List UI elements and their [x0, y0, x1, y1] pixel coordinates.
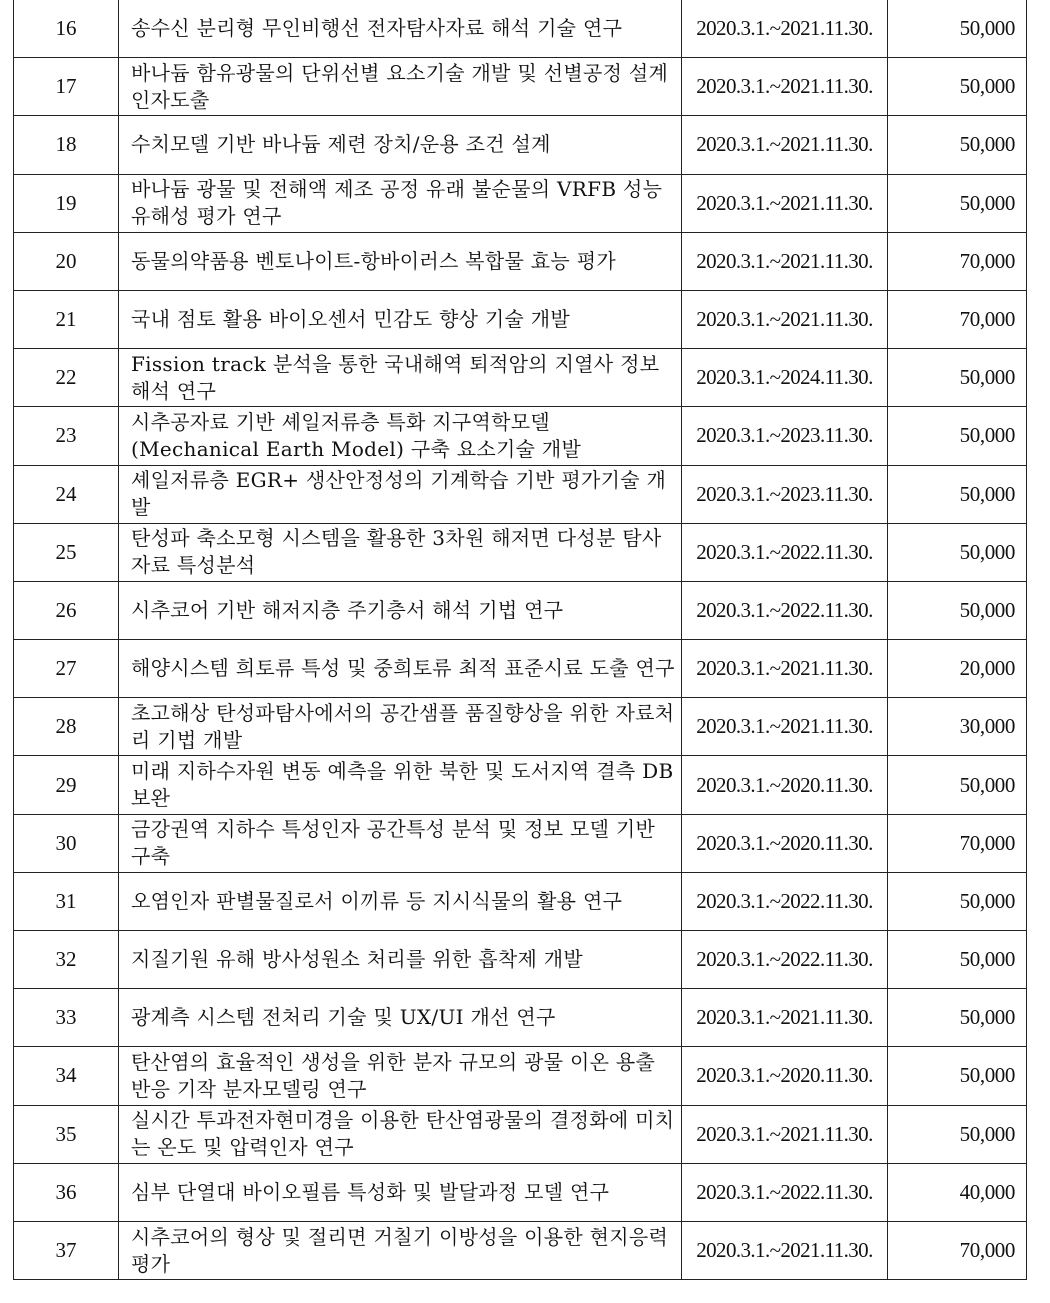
project-amount: 50,000 — [888, 407, 1027, 465]
table-row — [14, 349, 1027, 407]
project-title: 탄산염의 효율적인 생성을 위한 분자 규모의 광물 이온 용출 반응 기작 분자모델링 연구 — [119, 1047, 682, 1105]
row-number: 21 — [14, 290, 119, 348]
project-title: 탄성파 축소모형 시스템을 활용한 3차원 해저면 다성분 탐사자료 특성분석 — [119, 523, 682, 581]
project-title: 해양시스템 희토류 특성 및 중희토류 최적 표준시료 도출 연구 — [119, 640, 682, 698]
project-amount: 20,000 — [888, 640, 1027, 698]
project-period: 2020.3.1.~2024.11.30. — [682, 349, 888, 407]
row-number: 19 — [14, 174, 119, 232]
row-number: 17 — [14, 58, 119, 116]
project-title: 실시간 투과전자현미경을 이용한 탄산염광물의 결정화에 미치는 온도 및 압력인자 연구 — [119, 1105, 682, 1163]
project-title: 심부 단열대 바이오필름 특성화 및 발달과정 모델 연구 — [119, 1163, 682, 1221]
project-title: 바나듐 광물 및 전해액 제조 공정 유래 불순물의 VRFB 성능 유해성 평가 연구 — [119, 174, 682, 232]
table-row — [14, 756, 1027, 814]
project-period: 2020.3.1.~2021.11.30. — [682, 116, 888, 174]
project-amount: 50,000 — [888, 116, 1027, 174]
row-number: 36 — [14, 1163, 119, 1221]
project-amount: 50,000 — [888, 523, 1027, 581]
project-amount: 50,000 — [888, 174, 1027, 232]
project-period: 2020.3.1.~2021.11.30. — [682, 0, 888, 58]
row-number: 25 — [14, 523, 119, 581]
project-period: 2020.3.1.~2021.11.30. — [682, 58, 888, 116]
project-period: 2020.3.1.~2023.11.30. — [682, 407, 888, 465]
row-number: 24 — [14, 465, 119, 523]
project-amount: 70,000 — [888, 232, 1027, 290]
table-row — [14, 465, 1027, 523]
project-amount: 50,000 — [888, 465, 1027, 523]
project-amount: 50,000 — [888, 349, 1027, 407]
project-period: 2020.3.1.~2023.11.30. — [682, 465, 888, 523]
table-row — [14, 58, 1027, 116]
table-row — [14, 640, 1027, 698]
project-period: 2020.3.1.~2020.11.30. — [682, 814, 888, 872]
project-title: 시추코어 기반 해저지층 주기층서 해석 기법 연구 — [119, 581, 682, 639]
row-number: 28 — [14, 698, 119, 756]
table-row — [14, 989, 1027, 1047]
project-amount: 50,000 — [888, 756, 1027, 814]
row-number: 23 — [14, 407, 119, 465]
row-number: 37 — [14, 1221, 119, 1279]
project-title: 오염인자 판별물질로서 이끼류 등 지시식물의 활용 연구 — [119, 872, 682, 930]
project-period: 2020.3.1.~2020.11.30. — [682, 1047, 888, 1105]
project-title: 시추공자료 기반 셰일저류층 특화 지구역학모델(Mechanical Earth Model) 구축 요소기술 개발 — [119, 407, 682, 465]
project-amount: 50,000 — [888, 872, 1027, 930]
project-title: 광계측 시스템 전처리 기술 및 UX/UI 개선 연구 — [119, 989, 682, 1047]
project-period: 2020.3.1.~2021.11.30. — [682, 290, 888, 348]
project-amount: 30,000 — [888, 698, 1027, 756]
table-row — [14, 1221, 1027, 1279]
row-number: 27 — [14, 640, 119, 698]
project-period: 2020.3.1.~2022.11.30. — [682, 1163, 888, 1221]
project-title: 셰일저류층 EGR+ 생산안정성의 기계학습 기반 평가기술 개발 — [119, 465, 682, 523]
project-period: 2020.3.1.~2022.11.30. — [682, 523, 888, 581]
row-number: 16 — [14, 0, 119, 58]
row-number: 33 — [14, 989, 119, 1047]
table-row — [14, 814, 1027, 872]
project-table — [13, 0, 1027, 1280]
table-row — [14, 581, 1027, 639]
project-period: 2020.3.1.~2022.11.30. — [682, 872, 888, 930]
table-row — [14, 407, 1027, 465]
project-table-wrapper — [13, 0, 1027, 1280]
table-row — [14, 174, 1027, 232]
row-number: 35 — [14, 1105, 119, 1163]
project-amount: 40,000 — [888, 1163, 1027, 1221]
project-amount: 70,000 — [888, 290, 1027, 348]
table-row — [14, 1105, 1027, 1163]
project-title: 송수신 분리형 무인비행선 전자탐사자료 해석 기술 연구 — [119, 0, 682, 58]
project-period: 2020.3.1.~2021.11.30. — [682, 1221, 888, 1279]
row-number: 29 — [14, 756, 119, 814]
table-body — [14, 0, 1027, 1280]
table-row — [14, 1047, 1027, 1105]
project-period: 2020.3.1.~2020.11.30. — [682, 756, 888, 814]
project-period: 2020.3.1.~2021.11.30. — [682, 698, 888, 756]
row-number: 18 — [14, 116, 119, 174]
project-amount: 50,000 — [888, 989, 1027, 1047]
table-row — [14, 232, 1027, 290]
table-row — [14, 872, 1027, 930]
project-period: 2020.3.1.~2022.11.30. — [682, 931, 888, 989]
table-row — [14, 116, 1027, 174]
table-row — [14, 290, 1027, 348]
project-title: 지질기원 유해 방사성원소 처리를 위한 흡착제 개발 — [119, 931, 682, 989]
project-title: Fission track 분석을 통한 국내해역 퇴적암의 지열사 정보 해석 연구 — [119, 349, 682, 407]
row-number: 26 — [14, 581, 119, 639]
row-number: 22 — [14, 349, 119, 407]
row-number: 30 — [14, 814, 119, 872]
table-row — [14, 523, 1027, 581]
project-period: 2020.3.1.~2021.11.30. — [682, 989, 888, 1047]
project-period: 2020.3.1.~2021.11.30. — [682, 640, 888, 698]
project-title: 미래 지하수자원 변동 예측을 위한 북한 및 도서지역 결측 DB 보완 — [119, 756, 682, 814]
table-row — [14, 1163, 1027, 1221]
project-amount: 50,000 — [888, 0, 1027, 58]
project-title: 국내 점토 활용 바이오센서 민감도 향상 기술 개발 — [119, 290, 682, 348]
row-number: 20 — [14, 232, 119, 290]
project-amount: 50,000 — [888, 1047, 1027, 1105]
project-period: 2020.3.1.~2021.11.30. — [682, 1105, 888, 1163]
table-row — [14, 698, 1027, 756]
table-row — [14, 0, 1027, 58]
project-period: 2020.3.1.~2021.11.30. — [682, 174, 888, 232]
project-title: 초고해상 탄성파탐사에서의 공간샘플 품질향상을 위한 자료처리 기법 개발 — [119, 698, 682, 756]
project-period: 2020.3.1.~2022.11.30. — [682, 581, 888, 639]
project-amount: 50,000 — [888, 58, 1027, 116]
project-title: 바나듐 함유광물의 단위선별 요소기술 개발 및 선별공정 설계 인자도출 — [119, 58, 682, 116]
project-title: 동물의약품용 벤토나이트-항바이러스 복합물 효능 평가 — [119, 232, 682, 290]
project-amount: 50,000 — [888, 1105, 1027, 1163]
project-amount: 70,000 — [888, 814, 1027, 872]
table-row — [14, 931, 1027, 989]
row-number: 32 — [14, 931, 119, 989]
project-period: 2020.3.1.~2021.11.30. — [682, 232, 888, 290]
project-amount: 70,000 — [888, 1221, 1027, 1279]
project-amount: 50,000 — [888, 581, 1027, 639]
project-title: 수치모델 기반 바나듐 제련 장치/운용 조건 설계 — [119, 116, 682, 174]
project-amount: 50,000 — [888, 931, 1027, 989]
row-number: 31 — [14, 872, 119, 930]
project-title: 금강권역 지하수 특성인자 공간특성 분석 및 정보 모델 기반 구축 — [119, 814, 682, 872]
project-title: 시추코어의 형상 및 절리면 거칠기 이방성을 이용한 현지응력 평가 — [119, 1221, 682, 1279]
row-number: 34 — [14, 1047, 119, 1105]
